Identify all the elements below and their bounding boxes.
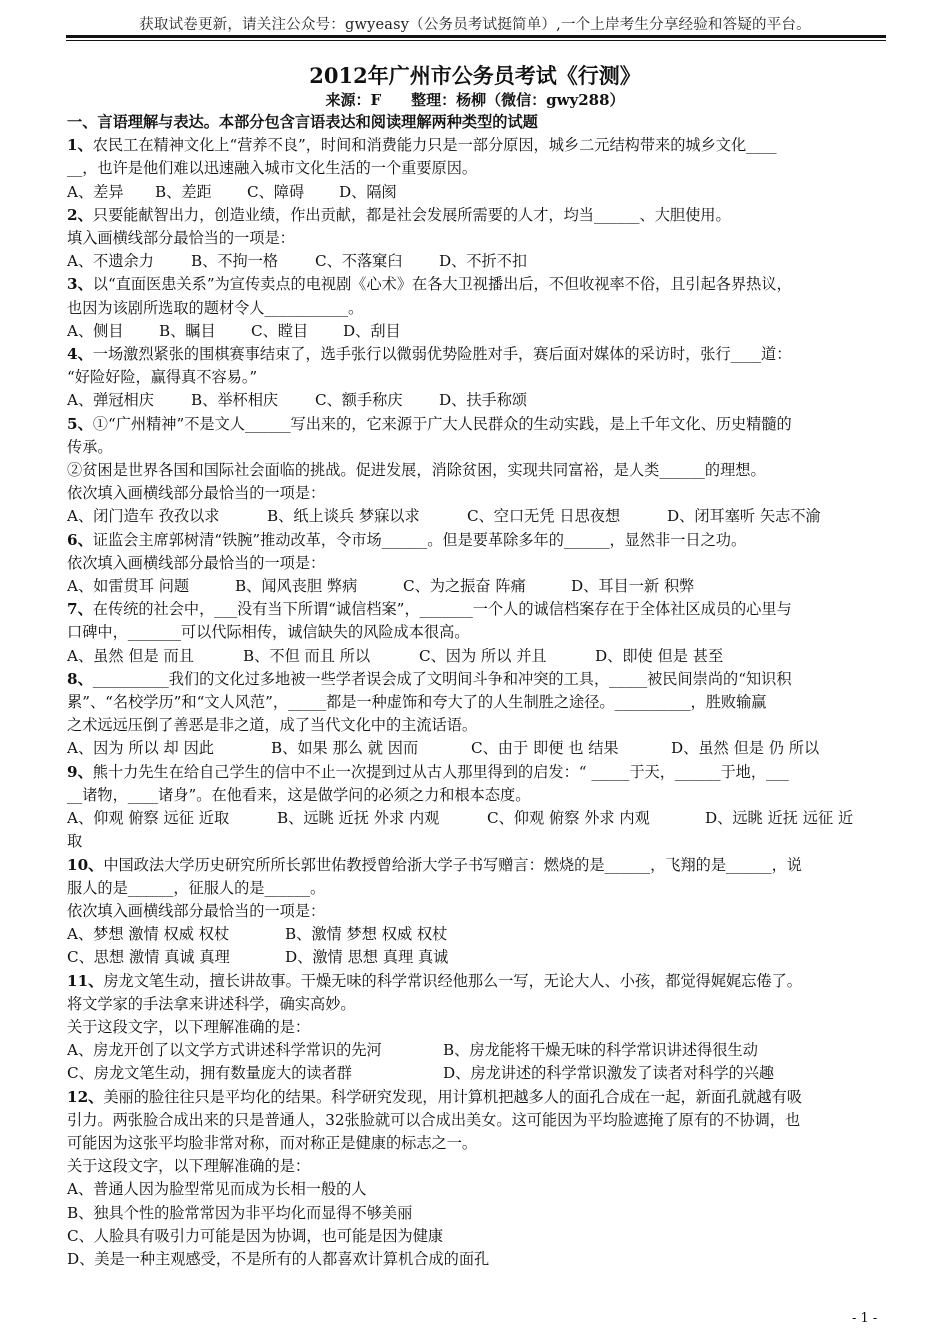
options-row xyxy=(67,1039,882,1062)
option-d: D、远眺 近抚 远征 近 xyxy=(705,809,854,828)
question-text-cont: 之术远远压倒了善恶是非之道，成了当代文化中的主流话语。 xyxy=(67,716,478,735)
options-row xyxy=(67,737,882,760)
option-c: C、思想 激情 真诚 真理 xyxy=(67,948,230,967)
option-b: B、闻风丧胆 弊病 xyxy=(235,577,358,596)
question-number: 12、 xyxy=(67,1087,104,1106)
option-b: B、不但 而且 所以 xyxy=(243,646,371,665)
question-text: 一场激烈紧张的围棋赛事结束了，选手张行以微弱优势险胜对手，赛后面对媒体的采访时，张行____道： xyxy=(92,345,792,364)
question-8 xyxy=(67,668,882,691)
option-a: A、不遗余力 xyxy=(67,252,154,271)
options-row xyxy=(67,1062,882,1085)
options-row xyxy=(67,389,882,412)
option-b: B、不拘一格 xyxy=(191,252,279,271)
question-text-cont: __，也许是他们难以迅速融入城市文化生活的一个重要原因。 xyxy=(67,159,478,178)
question-text-cont: 累”、“名校学历”和“文人风范”，_____都是一种虚饰和夸大了的人生制胜之途径。__________，胜败输赢 xyxy=(67,693,767,712)
question-number: 2、 xyxy=(67,205,93,224)
options-row xyxy=(67,807,882,830)
question-12 xyxy=(67,1086,882,1109)
question-number: 7、 xyxy=(67,600,93,619)
option-d: D、耳目一新 积弊 xyxy=(571,577,695,596)
document-title: 2012年广州市公务员考试《行测》 xyxy=(309,63,641,88)
question-prompt: 关于这段文字，以下理解准确的是： xyxy=(67,1017,310,1036)
option-b: B、差距 xyxy=(155,182,212,201)
question-5 xyxy=(67,413,882,436)
question-text: 在传统的社会中，___没有当下所谓“诚信档案”，_______一个人的诚信档案存在于全体社区成员的心里与 xyxy=(92,600,792,619)
options-row xyxy=(67,505,882,528)
question-text-cont: 口碑中，_______可以代际相传，诚信缺失的风险成本很高。 xyxy=(67,623,470,642)
question-text-cont: 传承。 xyxy=(67,437,113,456)
option-c: C、因为 所以 并且 xyxy=(419,646,547,665)
question-text: 中国政法大学历史研究所所长郭世佑教授曾给浙大学子书写赠言：燃烧的是______，飞翔的是______，说 xyxy=(103,855,802,874)
section-heading: 一、言语理解与表达。本部分包含言语表达和阅读理解两种类型的试题 xyxy=(67,113,538,131)
question-number: 1、 xyxy=(67,136,93,155)
question-number: 8、 xyxy=(67,669,93,688)
question-2 xyxy=(67,204,882,227)
question-text: 美丽的脸往往只是平均化的结果。科学研究发现，用计算机把越多人的面孔合成在一起，新面孔就越有吸 xyxy=(103,1087,802,1106)
option-b: B、如果 那么 就 因而 xyxy=(271,739,419,758)
option-a: A、虽然 但是 而且 xyxy=(67,646,194,665)
option-d: D、即使 但是 甚至 xyxy=(595,646,724,665)
question-text-cont: 可能因为这张平均脸非常对称，而对称正是健康的标志之一。 xyxy=(67,1133,478,1152)
option-a: A、仰观 俯察 远征 近取 xyxy=(67,809,230,828)
question-10 xyxy=(67,854,882,877)
options-row xyxy=(67,250,882,273)
option-a: A、梦想 激情 权威 权杖 xyxy=(67,925,230,944)
option-b: B、纸上谈兵 梦寐以求 xyxy=(267,507,420,526)
option-c: C、不落窠臼 xyxy=(315,252,403,271)
header-rule-thin xyxy=(66,40,886,41)
question-text: 农民工在精神文化上“营养不良”，时间和消费能力只是一部分原因，城乡二元结构带来的城乡文化____ xyxy=(92,136,777,155)
option-d-cont: 取 xyxy=(67,832,83,851)
option-c: C、房龙文笔生动，拥有数量庞大的读者群 xyxy=(67,1064,352,1083)
option-b: B、举杯相庆 xyxy=(191,391,279,410)
option-d: D、房龙讲述的科学常识激发了读者对科学的兴趣 xyxy=(443,1064,775,1083)
option-b: B、瞩目 xyxy=(159,321,216,340)
question-prompt: 依次填入画横线部分最恰当的一项是： xyxy=(67,553,326,572)
option-d: D、美是一种主观感受，不是所有的人都喜欢计算机合成的面孔 xyxy=(67,1249,490,1268)
question-prompt: 关于这段文字，以下理解准确的是： xyxy=(67,1157,310,1176)
option-d: D、激情 思想 真理 真诚 xyxy=(285,948,449,967)
option-b: B、房龙能将干燥无味的科学常识讲述得很生动 xyxy=(443,1041,758,1060)
options-row xyxy=(67,181,882,204)
option-c: C、由于 即便 也 结果 xyxy=(471,739,619,758)
option-b: B、独具个性的脸常常因为非平均化而显得不够美丽 xyxy=(67,1203,413,1222)
question-text-cont: ②贫困是世界各国和国际社会面临的挑战。促进发展，消除贫困，实现共同富裕，是人类______的理想。 xyxy=(67,461,766,480)
question-text-cont: 服人的是______，征服人的是______。 xyxy=(67,878,326,897)
question-9 xyxy=(67,761,882,784)
option-d: D、扶手称颂 xyxy=(439,391,528,410)
option-c: C、空口无凭 日思夜想 xyxy=(467,507,621,526)
option-c: C、障碍 xyxy=(247,182,305,201)
option-b: B、远眺 近抚 外求 内观 xyxy=(277,809,440,828)
question-text: 房龙文笔生动，擅长讲故事。干燥无味的科学常识经他那么一写，无论大人、小孩，都觉得娓娓忘倦了。 xyxy=(103,971,802,990)
question-number: 4、 xyxy=(67,345,93,364)
question-7 xyxy=(67,598,882,621)
question-number: 3、 xyxy=(67,275,93,294)
question-text-cont: 也因为该剧所选取的题材令人___________。 xyxy=(67,298,364,317)
option-c: C、仰观 俯察 外求 内观 xyxy=(487,809,650,828)
question-text: 证监会主席郭树清“铁腕”推动改革，令市场______。但是要革除多年的______，显然非一日之功。 xyxy=(92,530,747,549)
question-1 xyxy=(67,134,882,157)
question-11 xyxy=(67,970,882,993)
options-row xyxy=(67,320,882,343)
question-prompt: 依次填入画横线部分最恰当的一项是： xyxy=(67,901,326,920)
header-banner: 获取试卷更新，请关注公众号：gwyeasy（公务员考试挺简单）,一个上岸考生分享经验和答疑的平台。 xyxy=(139,17,811,33)
question-prompt: 填入画横线部分最恰当的一项是： xyxy=(67,229,295,248)
question-3 xyxy=(67,273,882,296)
question-text: 以“直面医患关系”为宣传卖点的电视剧《心术》在各大卫视播出后，不但收视率不俗，且引起各界热议， xyxy=(92,275,792,294)
header-rule-thick xyxy=(66,35,886,38)
page-number: - 1 - xyxy=(852,1311,878,1326)
question-text: ①“广州精神”不是文人______写出来的，它来源于广大人民群众的生动实践，是上千年文化、历史精髓的 xyxy=(92,414,792,433)
option-d: D、刮目 xyxy=(343,321,401,340)
question-number: 5、 xyxy=(67,414,93,433)
options-row xyxy=(67,923,882,946)
question-number: 6、 xyxy=(67,530,93,549)
options-row xyxy=(67,575,882,598)
option-d: D、闭耳塞听 矢志不渝 xyxy=(667,507,821,526)
option-c: C、人脸具有吸引力可能是因为协调，也可能是因为健康 xyxy=(67,1226,444,1245)
document-subtitle: 来源：F 整理：杨柳（微信：gwy288） xyxy=(325,91,625,109)
question-text: __________我们的文化过多地被一些学者误会成了文明间斗争和冲突的工具，_____被民间崇尚的“知识积 xyxy=(92,669,792,688)
option-a: A、房龙开创了以文学方式讲述科学常识的先河 xyxy=(67,1041,382,1060)
question-text: 熊十力先生在给自己学生的信中不止一次提到过从古人那里得到的启发：“ _____于天，______于地，___ xyxy=(92,762,789,781)
question-number: 9、 xyxy=(67,762,93,781)
options-row xyxy=(67,946,882,969)
options-row xyxy=(67,645,882,668)
question-text-cont: __诸物，____诸身”。在他看来，这是做学问的必须之力和根本态度。 xyxy=(67,785,531,804)
question-prompt: 依次填入画横线部分最恰当的一项是： xyxy=(67,484,326,503)
option-d: D、不折不扣 xyxy=(439,252,528,271)
question-number: 10、 xyxy=(67,855,104,874)
option-a: A、弹冠相庆 xyxy=(67,391,154,410)
option-d: D、虽然 但是 仍 所以 xyxy=(671,739,820,758)
option-a: A、普通人因为脸型常见而成为长相一般的人 xyxy=(67,1180,367,1199)
document-body xyxy=(67,111,882,1271)
option-a: A、侧目 xyxy=(67,321,124,340)
option-c: C、瞠目 xyxy=(251,321,309,340)
question-text-cont: 引力。两张脸合成出来的只是普通人，32张脸就可以合成出美女。这可能因为平均脸遮掩了原有的不协调，也 xyxy=(67,1110,801,1129)
option-a: A、如雷贯耳 问题 xyxy=(67,577,190,596)
question-text-cont: 将文学家的手法拿来讲述科学，确实高妙。 xyxy=(67,994,356,1013)
question-4 xyxy=(67,343,882,366)
option-c: C、为之振奋 阵痛 xyxy=(403,577,526,596)
option-a: A、差异 xyxy=(67,182,124,201)
option-a: A、闭门造车 孜孜以求 xyxy=(67,507,220,526)
question-text-cont: “好险好险，赢得真不容易。” xyxy=(67,368,258,387)
option-c: C、额手称庆 xyxy=(315,391,403,410)
option-d: D、隔阂 xyxy=(339,182,397,201)
question-number: 11、 xyxy=(67,971,104,990)
question-6 xyxy=(67,529,882,552)
option-b: B、激情 梦想 权威 权杖 xyxy=(285,925,448,944)
option-a: A、因为 所以 却 因此 xyxy=(67,739,214,758)
question-text: 只要能献智出力，创造业绩，作出贡献，都是社会发展所需要的人才，均当______、大胆使用。 xyxy=(92,205,731,224)
